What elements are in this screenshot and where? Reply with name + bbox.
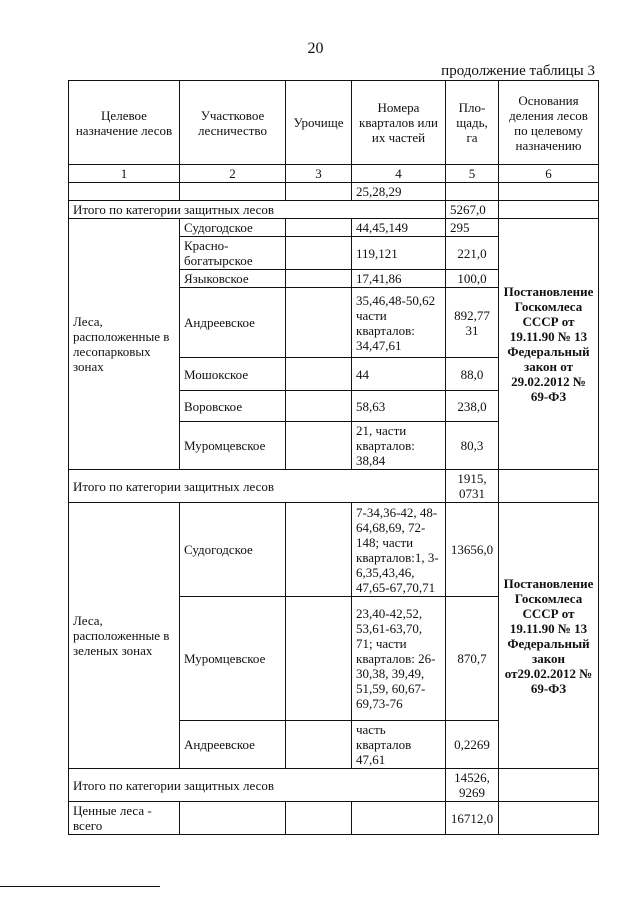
district-cell: Андреевское [180,288,286,358]
subtotal-area: 5267,0 [446,201,499,219]
area-cell: 100,0 [446,270,499,288]
quarters-cell: 119,121 [352,237,446,270]
district-cell: Муромцевское [180,422,286,470]
quarters-cell: 44,45,149 [352,219,446,237]
district-cell: Воровское [180,391,286,422]
col-number: 6 [499,165,599,183]
table-row [69,219,599,237]
header-area: Пло-щадь, га [446,81,499,165]
area-cell: 295 [446,219,499,237]
table-row [69,183,599,201]
table-row [69,503,599,597]
footnote-divider [0,886,160,887]
quarters-cell: 7-34,36-42, 48-64,68,69, 72-148; части кварталов:1, 3-6,35,43,46, 47,65-67,70,71 [352,503,446,597]
table-header-row [69,81,599,165]
area-cell: 0,2269 [446,721,499,769]
quarters-cell: 25,28,29 [352,183,446,201]
grand-total-label: Ценные леса - всего [69,802,180,835]
quarters-cell: 58,63 [352,391,446,422]
grand-total-row [69,802,599,835]
quarters-cell: 23,40-42,52, 53,61-63,70, 71; части кварталов: 26-30,38, 39,49, 51,59, 60,67-69,73-76 [352,597,446,721]
subtotal-area: 14526, 9269 [446,769,499,802]
header-quarters: Номера кварталов или их частей [352,81,446,165]
basis-cell: Постановление Госкомлеса СССР от 19.11.90 № 13 Федеральный закон от 29.02.2012 № 69-ФЗ [499,219,599,470]
area-cell: 13656,0 [446,503,499,597]
subtotal-area: 1915, 0731 [446,470,499,503]
grand-total-area: 16712,0 [446,802,499,835]
area-cell: 238,0 [446,391,499,422]
subtotal-label: Итого по категории защитных лесов [69,201,446,219]
quarters-cell: 21, части кварталов: 38,84 [352,422,446,470]
col-number: 3 [286,165,352,183]
area-cell: 88,0 [446,358,499,391]
page-number: 20 [307,40,324,57]
header-district: Участковое лесничество [180,81,286,165]
area-cell: 870,7 [446,597,499,721]
subtotal-label: Итого по категории защитных лесов [69,769,446,802]
district-cell: Красно-богатырское [180,237,286,270]
area-cell: 221,0 [446,237,499,270]
district-cell: Мошокское [180,358,286,391]
header-tract: Урочище [286,81,352,165]
col-number: 2 [180,165,286,183]
col-number: 4 [352,165,446,183]
basis-cell: Постановление Госкомлеса СССР от 19.11.90 № 13 Федеральный закон от29.02.2012 № 69-ФЗ [499,503,599,769]
header-basis: Основания деления лесов по целевому назначению [499,81,599,165]
subtotal-label: Итого по категории защитных лесов [69,470,446,503]
quarters-cell: 17,41,86 [352,270,446,288]
subtotal-row [69,201,599,219]
district-cell: Языковское [180,270,286,288]
district-cell: Судогодское [180,503,286,597]
quarters-cell: часть кварталов 47,61 [352,721,446,769]
district-cell: Андреевское [180,721,286,769]
district-cell: Судогодское [180,219,286,237]
column-number-row [69,165,599,183]
area-cell: 80,3 [446,422,499,470]
header-purpose: Целевое назначение лесов [69,81,180,165]
subtotal-row [69,769,599,802]
quarters-cell: 35,46,48-50,62 части кварталов: 34,47,61 [352,288,446,358]
col-number: 5 [446,165,499,183]
district-cell: Муромцевское [180,597,286,721]
area-cell: 892,77 31 [446,288,499,358]
subtotal-row [69,470,599,503]
quarters-cell: 44 [352,358,446,391]
col-number: 1 [69,165,180,183]
purpose-cell: Леса, расположенные в лесопарковых зонах [69,219,180,470]
table-continuation-label: продолжение таблицы 3 [441,63,595,79]
forest-purpose-table [68,80,599,835]
purpose-cell: Леса, расположенные в зеленых зонах [69,503,180,769]
